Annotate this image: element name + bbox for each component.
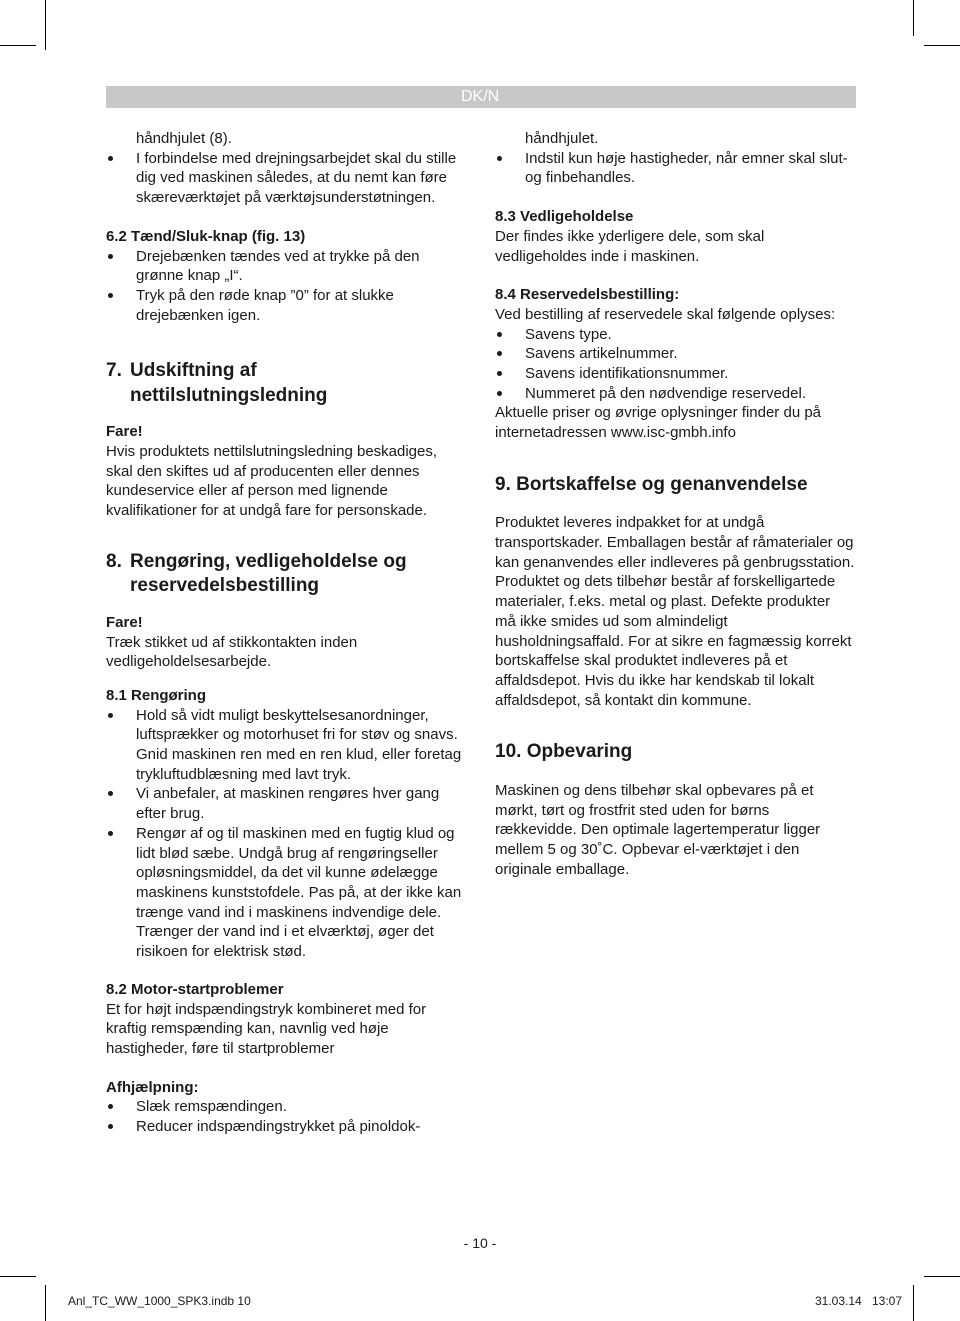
footer-date: 31.03.14 <box>815 1294 862 1308</box>
section-8-4-list <box>495 325 855 404</box>
left-column <box>106 129 466 1137</box>
bullet-list <box>495 149 855 188</box>
section-8-heading <box>106 550 466 599</box>
crop-mark <box>0 1276 36 1277</box>
section-9-text: Produktet leveres indpakket for at undgå transportskader. Emballagen består af råmaterialer og kan genanvendes eller indleveres på genbrugsstation. Produktet og dets tilbehør består af forskelligartede materialer, f.eks. metal og plast. Defekte produkter må ikke smides ud som almindeligt husholdningsaffald. For at sikre en fagmæssig korrekt bortskaffelse skal produktet indleveres på et affaldsdepot. Hvis du ikke har kendskab til lokalt affaldsdepot, så kontakt din kommune. <box>495 514 855 709</box>
section-6-2-list <box>106 247 466 326</box>
list-item: Savens artikelnummer. <box>495 344 855 364</box>
list-item: Drejebænken tændes ved at trykke på den grønne knap „I“. <box>106 247 466 286</box>
section-title: Udskiftning af nettilslutningsledning <box>130 360 328 406</box>
remedy-list <box>106 1097 466 1136</box>
language-header-bar <box>106 86 856 108</box>
crop-mark <box>45 0 46 50</box>
section-6-2-title: 6.2 Tænd/Sluk-knap (fig. 13) <box>106 227 306 245</box>
section-8-text: Træk stikket ud af stikkontakten inden vedligeholdelsesarbejde. <box>106 633 358 671</box>
section-8-4-text: Ved bestilling af reservedele skal følgende oplyses: <box>495 305 836 323</box>
list-item: Savens identifikationsnummer. <box>495 364 855 384</box>
right-column <box>495 129 855 879</box>
section-10-text: Maskinen og dens tilbehør skal opbevares på et mørkt, tørt og frostfrit sted uden for børns rækkevidde. Den optimale lagertemperatur ligger mellem 5 og 30˚C. Opbevar el-værktøjet i den originale emballage. <box>495 781 821 878</box>
list-item: Rengør af og til maskinen med en fugtig klud og lidt blød sæbe. Undgå brug af rengøringseller opløsningsmiddel, da det vil kunne ødelægge maskinens kunststofdele. Pas på, at der ikke kan trænge vand ind i maskinens indvendige dele. Trænger der vand ind i et elværktøj, øger det risikoen for elektrisk stød. <box>106 824 466 962</box>
section-8-1-list <box>106 706 466 962</box>
section-8-2-title: 8.2 Motor-startproblemer <box>106 980 284 998</box>
section-7-text: Hvis produktets nettilslutningsledning beskadiges, skal den skiftes ud af producenten eller dennes kundeservice eller af person med lignende kvalifikationer for at undgå fare for personskade. <box>106 443 438 520</box>
continued-text: håndhjulet (8). <box>136 130 232 147</box>
list-item: Hold så vidt muligt beskyttelsesanordninger, luftsprækker og motorhuset fri for støv og snavs. Gnid maskinen ren med en ren klud, eller foretag trykluftudblæsning med lavt tryk. <box>106 706 466 785</box>
section-8-3-title: 8.3 Vedligeholdelse <box>495 208 634 226</box>
list-item: Tryk på den røde knap ”0” for at slukke drejebænken igen. <box>106 286 466 325</box>
section-10-title: 10. Opbevaring <box>495 741 633 763</box>
page-number: - 10 - <box>463 1235 497 1251</box>
list-item: I forbindelse med drejningsarbejdet skal du stille dig ved maskinen således, at du nemt kan føre skæreværktøjet på værktøjsunderstøtningen. <box>106 149 466 208</box>
list-item: Slæk remspændingen. <box>106 1097 466 1117</box>
remedy-title: Afhjælpning: <box>106 1078 199 1096</box>
section-title: Rengøring, vedligeholdelse og reservedelsbestilling <box>130 550 407 597</box>
list-item: Vi anbefaler, at maskinen rengøres hver gang efter brug. <box>106 784 466 823</box>
section-8-3-text: Der findes ikke yderligere dele, som skal vedligeholdes inde i maskinen. <box>495 227 765 265</box>
section-8-4-title: 8.4 Reservedelsbestilling: <box>495 286 680 304</box>
footer-time: 13:07 <box>872 1294 903 1308</box>
list-item: Savens type. <box>495 325 855 345</box>
section-number: 8. <box>106 550 122 572</box>
continued-text: håndhjulet. <box>525 130 599 147</box>
crop-mark <box>913 0 914 36</box>
section-7-heading <box>106 359 466 408</box>
language-code: DK/N <box>461 88 500 105</box>
section-8-1-title: 8.1 Rengøring <box>106 686 207 704</box>
footer-filename: Anl_TC_WW_1000_SPK3.indb 10 <box>68 1294 251 1308</box>
section-number: 7. <box>106 360 122 382</box>
crop-mark <box>924 1276 960 1277</box>
section-9-title: 9. Bortskaffelse og genanvendelse <box>495 473 808 495</box>
warning-label: Fare! <box>106 613 143 631</box>
crop-mark <box>924 45 960 46</box>
crop-mark <box>45 1285 46 1321</box>
section-8-4-after: Aktuelle priser og øvrige oplysninger finder du på internetadressen www.isc-gmbh.info <box>495 404 822 442</box>
warning-label: Fare! <box>106 423 143 441</box>
list-item: Reducer indspændingstrykket på pinoldok- <box>106 1117 466 1137</box>
crop-mark <box>913 1285 914 1321</box>
bullet-list <box>106 149 466 208</box>
list-item: Nummeret på den nødvendige reservedel. <box>495 384 855 404</box>
crop-mark <box>0 45 36 46</box>
section-8-2-text: Et for højt indspændingstryk kombineret med for kraftig remspænding kan, navnlig ved høje hastigheder, føre til startproblemer <box>106 1000 427 1057</box>
list-item: Indstil kun høje hastigheder, når emner skal slut- og finbehandles. <box>495 149 855 188</box>
